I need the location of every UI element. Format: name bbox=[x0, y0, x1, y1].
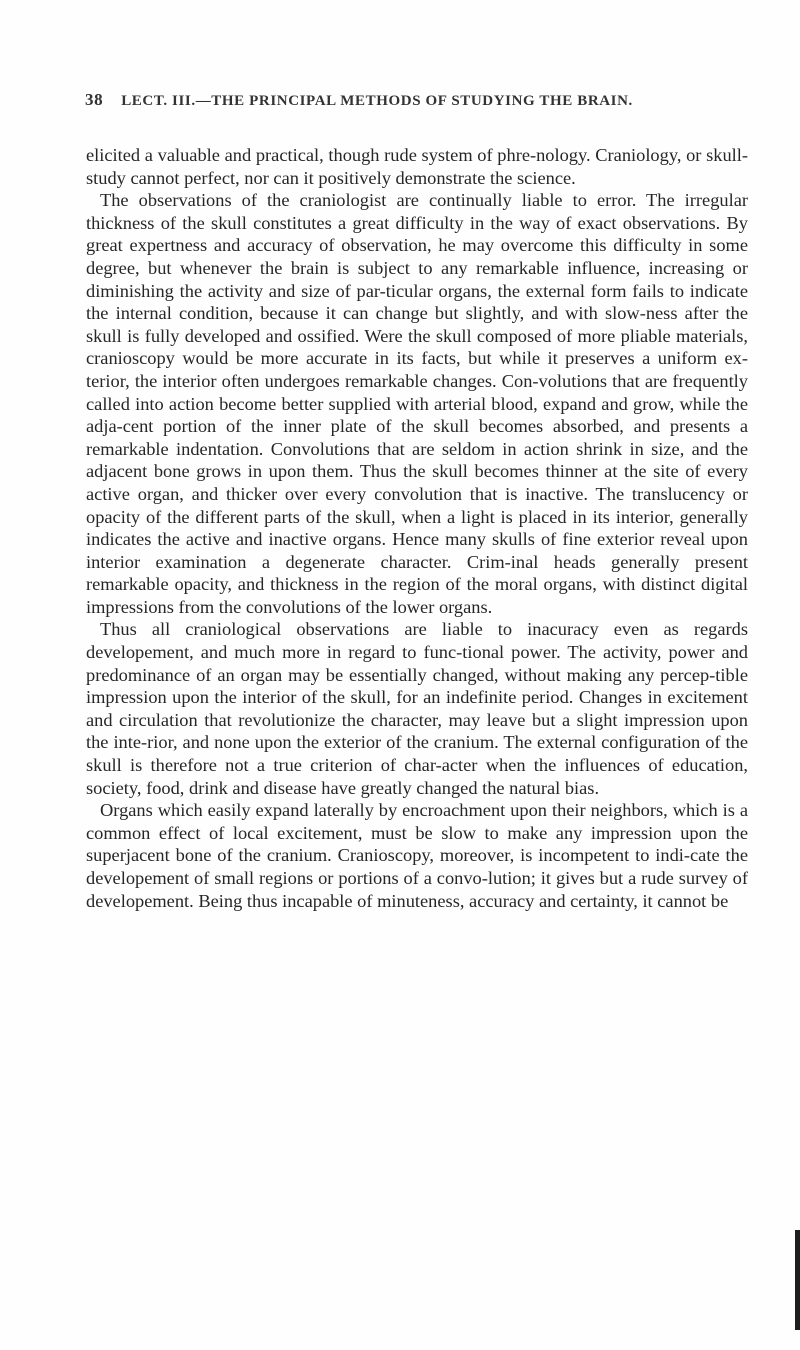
page-number: 38 bbox=[85, 90, 104, 109]
running-header bbox=[85, 90, 745, 110]
page-edge-shadow bbox=[795, 1230, 800, 1330]
paragraph: Thus all craniological observations are liable to inacuracy even as regards developement, and much more in regard to func-tional power. The activity, power and predominance of an organ may be essentially changed, without making any percep-tible impression upon the interior of the skull, for an indefinite period. Changes in excitement and circulation that revolutionize the character, may leave but a slight impression upon the inte-rior, and none upon the exterior of the cranium. The external configuration of the skull is therefore not a true criterion of char-acter when the influences of education, society, food, drink and disease have greatly changed the natural bias. bbox=[86, 619, 748, 798]
paragraph: elicited a valuable and practical, though rude system of phre-nology. Craniology, or skull-study cannot perfect, nor can it positively demonstrate the science. bbox=[86, 145, 748, 188]
paragraph: The observations of the craniologist are continually liable to error. The irregular thickness of the skull constitutes a great difficulty in the way of exact observations. By great expertness and accuracy of observation, he may overcome this difficulty in some degree, but whenever the brain is subject to any remarkable influence, increasing or diminishing the activity and size of par-ticular organs, the external form fails to indicate the internal condition, because it can change but slightly, and with slow-ness after the skull is fully developed and ossified. Were the skull composed of more pliable materials, cranioscopy would be more accurate in its facts, but while it preserves a uniform ex-terior, the interior often undergoes remarkable changes. Con-volutions that are frequently called into action become better supplied with arterial blood, expand and grow, while the adja-cent portion of the inner plate of the skull becomes absorbed, and presents a remarkable indentation. Convolutions that are seldom in action shrink in size, and the adjacent bone grows in upon them. Thus the skull becomes thinner at the site of every active organ, and thicker over every convolution that is inactive. The translucency or opacity of the different parts of the skull, when a light is placed in its interior, generally indicates the active and inactive organs. Hence many skulls of fine exterior reveal upon interior examination a degenerate character. Crim-inal heads generally present remarkable opacity, and thickness in the region of the moral organs, with distinct digital impressions from the convolutions of the lower organs. bbox=[86, 190, 748, 617]
running-title: LECT. III.—THE PRINCIPAL METHODS OF STUDYING THE BRAIN. bbox=[121, 93, 633, 109]
body-text bbox=[86, 144, 748, 912]
paragraph: Organs which easily expand laterally by encroachment upon their neighbors, which is a common effect of local excitement, must be slow to make any impression upon the superjacent bone of the cranium. Cranioscopy, moreover, is incompetent to indi-cate the developement of small regions or portions of a convo-lution; it gives but a rude survey of developement. Being thus incapable of minuteness, accuracy and certainty, it cannot be bbox=[86, 800, 748, 911]
